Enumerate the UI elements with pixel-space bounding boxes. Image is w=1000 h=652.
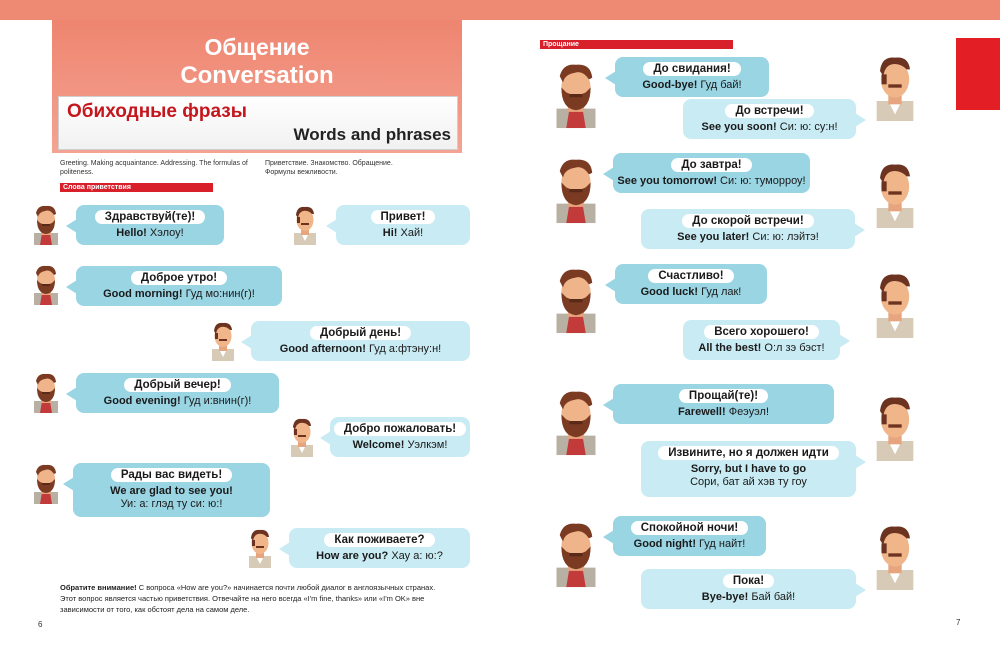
phrase-line <box>289 550 470 563</box>
phrase-line <box>641 231 855 244</box>
phrase-tr: Си: ю: туморроу! <box>720 175 806 187</box>
speech-bubble <box>641 209 855 249</box>
page-number-left: 6 <box>38 620 43 629</box>
speech-bubble <box>76 373 279 413</box>
man-icon <box>870 262 920 344</box>
phrase-en: Good evening! <box>103 395 181 407</box>
phrase-en: Bye-bye! <box>701 591 749 603</box>
red-corner-tab <box>956 38 1000 110</box>
phrase-en: Good-bye! <box>642 79 698 91</box>
phrase-ru: Счастливо! <box>648 269 733 283</box>
phrase-ru: Рады вас видеть! <box>111 468 232 482</box>
subtitle-ru: Обиходные фразы <box>67 101 247 122</box>
phrase-en: Good afternoon! <box>279 343 366 355</box>
section-greetings: Слова приветствия <box>60 183 213 192</box>
phrase-tr: Си: ю: лэйтэ! <box>752 231 819 243</box>
subtitle-en: Words and phrases <box>293 125 451 144</box>
speech-bubble <box>613 153 810 193</box>
bearded-man-icon <box>550 382 602 460</box>
speech-bubble <box>683 320 840 360</box>
intro-ru: Приветствие. Знакомство. Обращение. Формулы вежливости. <box>265 160 393 176</box>
bearded-man-icon <box>30 203 62 245</box>
phrase-ru: Прощай(те)! <box>679 389 768 403</box>
phrase-line <box>76 395 279 408</box>
phrase-line <box>615 286 767 299</box>
phrase-line <box>613 538 766 551</box>
phrase-en: Hi! <box>382 227 398 239</box>
left-page <box>0 0 470 652</box>
man-icon <box>870 514 920 596</box>
speech-bubble <box>615 264 767 304</box>
phrase-line <box>615 79 769 92</box>
speech-bubble <box>615 57 769 97</box>
phrase-line <box>330 439 470 452</box>
speech-bubble <box>683 99 856 139</box>
phrase-line <box>336 227 470 240</box>
phrase-en: All the best! <box>698 342 762 354</box>
bearded-man-icon <box>550 260 602 338</box>
section-farewell: Прощание <box>540 40 733 49</box>
right-top-band <box>470 0 1000 20</box>
phrase-ru: Как поживаете? <box>324 533 434 547</box>
bearded-man-icon <box>30 371 62 413</box>
phrase-en: See you soon! <box>701 121 777 133</box>
note-title: Обратите внимание! <box>60 583 137 592</box>
phrase-line <box>613 175 810 188</box>
speech-bubble <box>613 516 766 556</box>
phrase-tr: Уэлкэм! <box>407 439 448 451</box>
subtitle-box <box>58 96 458 150</box>
phrase-tr: Феэуэл! <box>728 406 770 418</box>
phrase-line <box>641 591 856 604</box>
phrase-ru: Добро пожаловать! <box>334 422 466 436</box>
title-en: Conversation <box>180 62 334 89</box>
phrase-ru: До встречи! <box>725 104 813 118</box>
phrase-ru: Всего хорошего! <box>704 325 819 339</box>
phrase-en: See you later! <box>677 231 750 243</box>
phrase-tr: О:л зэ бэст! <box>764 342 825 354</box>
phrase-ru: До свидания! <box>643 62 740 76</box>
title-ru: Общение <box>204 34 310 60</box>
man-icon <box>870 45 920 127</box>
phrase-ru: Доброе утро! <box>131 271 227 285</box>
phrase-en: Good luck! <box>640 286 699 298</box>
phrase-ru: Добрый день! <box>310 326 411 340</box>
speech-bubble <box>251 321 470 361</box>
phrase-ru: Привет! <box>371 210 436 224</box>
left-top-band <box>0 0 470 20</box>
phrase-en: Welcome! <box>352 439 405 451</box>
phrase-tr: Уи: а: глэд ту си: ю:! <box>120 498 223 510</box>
phrase-ru: До завтра! <box>671 158 751 172</box>
intro-en: Greeting. Making acquaintance. Addressing. The formulas of politeness. <box>60 160 248 176</box>
phrase-line <box>683 342 840 355</box>
phrase-en: We are glad to see you! <box>110 485 233 497</box>
man-icon <box>287 415 317 457</box>
phrase-en: Good morning! <box>103 288 183 300</box>
bearded-man-icon <box>550 150 602 228</box>
speech-bubble <box>73 463 270 517</box>
man-icon <box>208 319 238 361</box>
phrase-tr: Си: ю: су:н! <box>779 121 838 133</box>
phrase-tr: Бай бай! <box>751 591 796 603</box>
phrase-line <box>251 343 470 356</box>
phrase-en: Sorry, but I have to go <box>690 463 807 475</box>
man-icon <box>245 526 275 568</box>
phrase-tr: Хай! <box>400 227 424 239</box>
phrase-tr: Гуд найт! <box>699 538 746 550</box>
man-icon <box>290 203 320 245</box>
bearded-man-icon <box>30 462 62 504</box>
page-number-right: 7 <box>956 618 961 627</box>
speech-bubble <box>289 528 470 568</box>
phrase-tr: Гуд и:внин(г)! <box>183 395 252 407</box>
phrase-ru: Спокойной ночи! <box>631 521 748 535</box>
phrase-line <box>683 121 856 134</box>
speech-bubble <box>76 205 224 245</box>
phrase-ru: Добрый вечер! <box>124 378 231 392</box>
phrase-line <box>641 463 856 489</box>
speech-bubble <box>641 441 856 497</box>
right-page <box>470 0 1000 652</box>
phrase-en: Hello! <box>116 227 147 239</box>
phrase-en: Good night! <box>633 538 696 550</box>
bearded-man-icon <box>550 55 602 133</box>
attention-note <box>60 582 450 615</box>
phrase-tr: Гуд а:фтэну:н! <box>368 343 442 355</box>
phrase-tr: Хау а: ю:? <box>391 550 443 562</box>
phrase-line <box>76 227 224 240</box>
phrase-ru: Здравствуй(те)! <box>95 210 206 224</box>
phrase-ru: До скорой встречи! <box>682 214 813 228</box>
man-icon <box>870 152 920 234</box>
phrase-ru: Пока! <box>723 574 774 588</box>
bearded-man-icon <box>30 263 62 305</box>
phrase-line <box>73 485 270 511</box>
phrase-tr: Гуд мо:нин(г)! <box>185 288 255 300</box>
page-header <box>52 20 462 153</box>
phrase-tr: Гуд бай! <box>700 79 742 91</box>
phrase-tr: Гуд лак! <box>701 286 742 298</box>
speech-bubble <box>76 266 282 306</box>
phrase-line <box>613 406 834 419</box>
note-text: С вопроса «How are you?» начинается почти любой диалог в англоязычных странах. Этот вопрос является частью приветствия. Отвечайте на него всегда «I'm fine, thanks» или «I'm OK» вне зависимости от того, как обстоят дела на самом деле. <box>60 583 436 614</box>
phrase-en: Farewell! <box>677 406 726 418</box>
speech-bubble <box>330 417 470 457</box>
speech-bubble <box>613 384 834 424</box>
phrase-tr: Хэлоу! <box>149 227 184 239</box>
speech-bubble <box>336 205 470 245</box>
phrase-en: See you tomorrow! <box>617 175 717 187</box>
man-icon <box>870 385 920 467</box>
phrase-en: How are you? <box>316 550 389 562</box>
bearded-man-icon <box>550 514 602 592</box>
phrase-tr: Сори, бат ай хэв ту гоу <box>690 476 807 488</box>
phrase-line <box>76 288 282 301</box>
speech-bubble <box>641 569 856 609</box>
phrase-ru: Извините, но я должен идти <box>658 446 839 460</box>
